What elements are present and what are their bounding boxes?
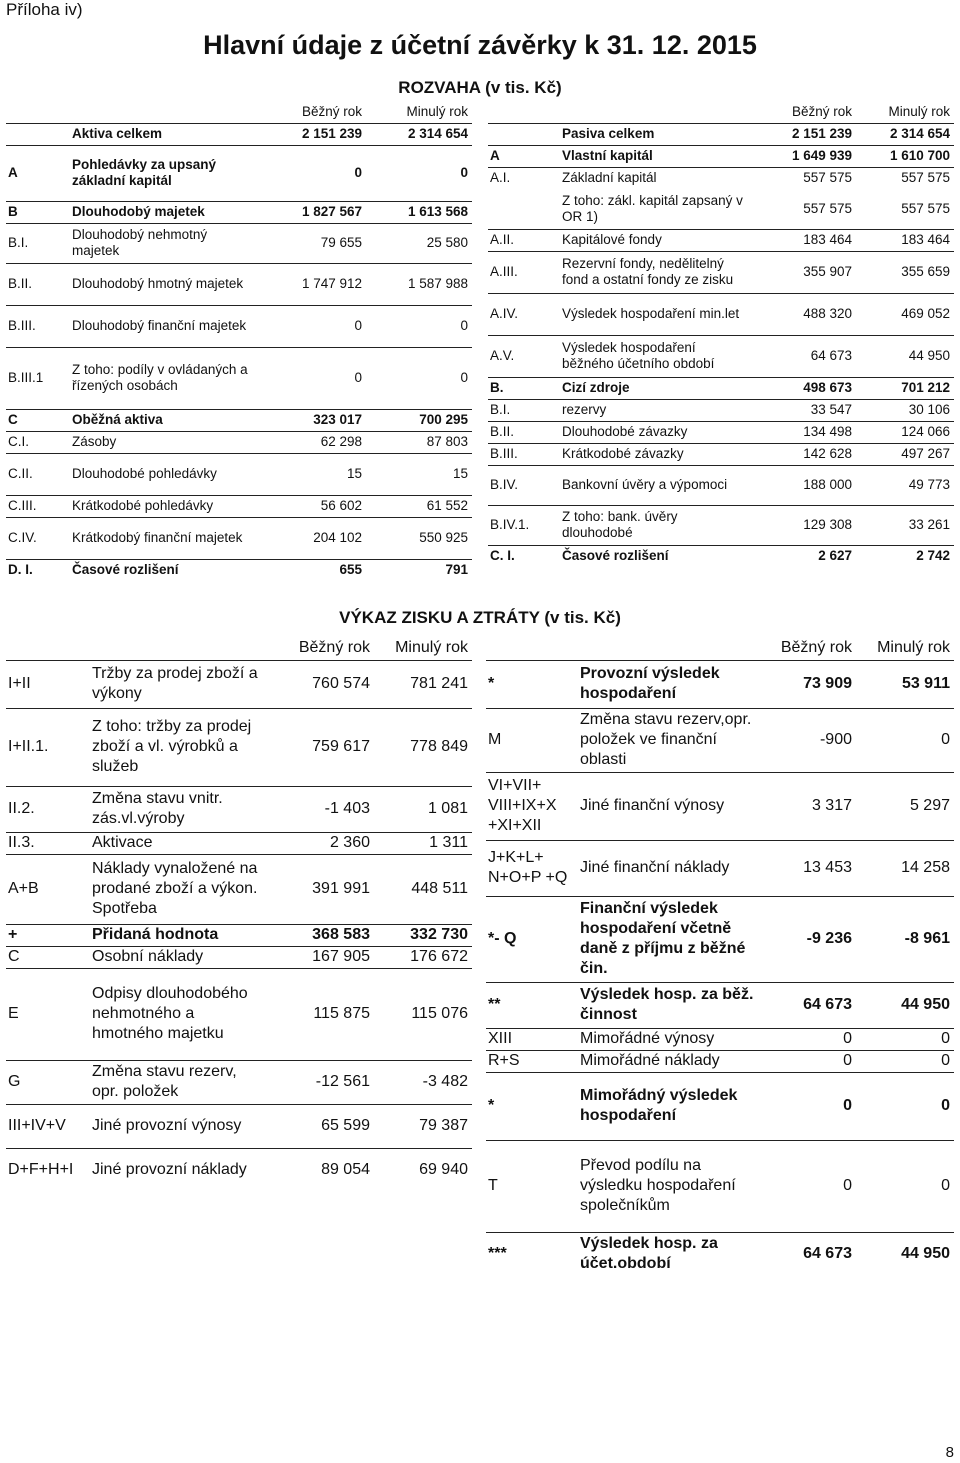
asset-previous: 1 613 568 <box>366 201 472 223</box>
liability-row <box>488 123 954 145</box>
income-left-row <box>6 1060 472 1104</box>
liability-code: B.II. <box>488 421 560 443</box>
balance-sheet-title: ROZVAHA (v tis. Kč) <box>398 78 562 97</box>
income-right-code: XIII <box>486 1028 578 1050</box>
liability-label: Pasiva celkem <box>560 123 752 145</box>
income-left-current: 167 905 <box>262 946 374 968</box>
income-right-previous: 0 <box>856 1028 954 1050</box>
appendix-label: Příloha iv) <box>6 0 83 19</box>
assets-header-current: Běžný rok <box>301 103 362 119</box>
liability-current: 1 649 939 <box>752 145 856 167</box>
income-right-row <box>486 1050 954 1072</box>
liability-current: 183 464 <box>752 229 856 251</box>
liability-code: A.II. <box>488 229 560 251</box>
asset-label: Zásoby <box>70 431 256 453</box>
income-left-code: II.3. <box>6 832 90 854</box>
asset-current: 204 102 <box>256 517 366 559</box>
liability-row <box>488 189 954 229</box>
asset-row <box>6 305 472 347</box>
asset-row <box>6 347 472 409</box>
liability-current: 188 000 <box>752 465 856 505</box>
income-left-current: 391 991 <box>262 854 374 924</box>
liability-row <box>488 505 954 545</box>
income-right-row <box>486 1140 954 1232</box>
asset-code: B.II. <box>6 263 70 305</box>
asset-previous: 87 803 <box>366 431 472 453</box>
income-left-row <box>6 832 472 854</box>
income-left-current: 368 583 <box>262 924 374 946</box>
income-left-previous: -3 482 <box>374 1060 472 1104</box>
income-left-previous: 1 311 <box>374 832 472 854</box>
income-left-body <box>6 636 472 1192</box>
assets-header-row <box>6 101 472 123</box>
liability-row <box>488 251 954 293</box>
liability-row <box>488 421 954 443</box>
income-left-row <box>6 968 472 1060</box>
liability-code <box>488 189 560 229</box>
asset-code: B.I. <box>6 223 70 263</box>
income-right-label: Jiné finanční výnosy <box>578 772 756 840</box>
asset-label: Aktiva celkem <box>70 123 256 145</box>
income-right-previous: 5 297 <box>856 772 954 840</box>
asset-row <box>6 453 472 495</box>
income-right-label: Mimořádný výsledek hospodaření <box>578 1072 756 1140</box>
income-right-header-current: Běžný rok <box>780 638 852 656</box>
income-left-row <box>6 946 472 968</box>
income-left-code: I+II <box>6 660 90 708</box>
income-left-code: C <box>6 946 90 968</box>
liability-current: 33 547 <box>752 399 856 421</box>
asset-row <box>6 123 472 145</box>
income-right-row <box>486 1232 954 1276</box>
liability-code: A.I. <box>488 167 560 189</box>
asset-code: A <box>6 145 70 201</box>
asset-current: 1 827 567 <box>256 201 366 223</box>
liability-label: Časové rozlišení <box>560 545 752 567</box>
asset-label: Pohledávky za upsaný základní kapitál <box>70 145 256 201</box>
assets-body <box>6 101 472 581</box>
asset-current: 1 747 912 <box>256 263 366 305</box>
liability-row <box>488 335 954 377</box>
liability-current: 134 498 <box>752 421 856 443</box>
page-title-text: Hlavní údaje z účetní závěrky k 31. 12. 2015 <box>203 30 757 60</box>
income-right-current: 0 <box>756 1050 856 1072</box>
asset-row <box>6 201 472 223</box>
income-left-row <box>6 708 472 786</box>
income-left-previous: 69 940 <box>374 1148 472 1192</box>
income-left-label: Odpisy dlouhodobého nehmotného a hmotného majetku <box>90 968 262 1060</box>
liabilities-header-previous: Minulý rok <box>888 103 950 119</box>
income-right-label: Převod podílu na výsledku hospodaření společníkům <box>578 1140 756 1232</box>
liability-current: 488 320 <box>752 293 856 335</box>
asset-code: D. I. <box>6 559 70 581</box>
income-right-previous: 0 <box>856 1072 954 1140</box>
page-title <box>0 30 960 61</box>
liability-label: Kapitálové fondy <box>560 229 752 251</box>
asset-label: Dlouhodobý nehmotný majetek <box>70 223 256 263</box>
income-left-current: 65 599 <box>262 1104 374 1148</box>
liability-current: 64 673 <box>752 335 856 377</box>
liability-current: 2 627 <box>752 545 856 567</box>
income-left-code: + <box>6 924 90 946</box>
liability-row <box>488 465 954 505</box>
asset-label: Dlouhodobý finanční majetek <box>70 305 256 347</box>
asset-code: C.I. <box>6 431 70 453</box>
asset-row <box>6 517 472 559</box>
income-right-code: *** <box>486 1232 578 1276</box>
income-right-previous: 0 <box>856 708 954 772</box>
income-left-current: -12 561 <box>262 1060 374 1104</box>
income-right-previous: 44 950 <box>856 1232 954 1276</box>
asset-row <box>6 559 472 581</box>
income-left-header-label <box>90 636 262 660</box>
liability-previous: 557 575 <box>856 167 954 189</box>
liability-current: 142 628 <box>752 443 856 465</box>
income-left-label: Jiné provozní náklady <box>90 1148 262 1192</box>
income-left-label: Z toho: tržby za prodej zboží a vl. výrobků a služeb <box>90 708 262 786</box>
asset-label: Dlouhodobý hmotný majetek <box>70 263 256 305</box>
liability-code <box>488 123 560 145</box>
income-left-previous: 115 076 <box>374 968 472 1060</box>
income-right-row <box>486 982 954 1028</box>
liability-label: rezervy <box>560 399 752 421</box>
liabilities-header-current: Běžný rok <box>791 103 852 119</box>
asset-label: Dlouhodobý majetek <box>70 201 256 223</box>
liability-row <box>488 229 954 251</box>
income-right-label: Výsledek hosp. za účet.období <box>578 1232 756 1276</box>
income-left-current: -1 403 <box>262 786 374 832</box>
asset-current: 2 151 239 <box>256 123 366 145</box>
income-right-body <box>486 636 954 1276</box>
liability-previous: 2 742 <box>856 545 954 567</box>
asset-code: B.III.1 <box>6 347 70 409</box>
liability-previous: 355 659 <box>856 251 954 293</box>
income-right-code: ** <box>486 982 578 1028</box>
asset-current: 0 <box>256 145 366 201</box>
income-left-previous: 781 241 <box>374 660 472 708</box>
income-right-current: 0 <box>756 1028 856 1050</box>
income-left-current: 759 617 <box>262 708 374 786</box>
asset-previous: 0 <box>366 305 472 347</box>
asset-label: Oběžná aktiva <box>70 409 256 431</box>
income-left-label: Aktivace <box>90 832 262 854</box>
liability-code: A <box>488 145 560 167</box>
income-right-row <box>486 896 954 982</box>
asset-current: 0 <box>256 347 366 409</box>
asset-previous: 61 552 <box>366 495 472 517</box>
income-left-current: 2 360 <box>262 832 374 854</box>
income-left-code: I+II.1. <box>6 708 90 786</box>
asset-label: Dlouhodobé pohledávky <box>70 453 256 495</box>
income-right-previous: -8 961 <box>856 896 954 982</box>
liability-code: C. I. <box>488 545 560 567</box>
income-right-current: 0 <box>756 1072 856 1140</box>
income-left-code: E <box>6 968 90 1060</box>
asset-current: 56 602 <box>256 495 366 517</box>
liability-previous: 497 267 <box>856 443 954 465</box>
liabilities-table <box>488 101 954 567</box>
income-left-label: Jiné provozní výnosy <box>90 1104 262 1148</box>
liability-previous: 469 052 <box>856 293 954 335</box>
assets-header-label <box>70 101 256 123</box>
liability-code: A.V. <box>488 335 560 377</box>
asset-current: 323 017 <box>256 409 366 431</box>
income-right-header-label <box>578 636 756 660</box>
liability-code: B.I. <box>488 399 560 421</box>
income-right-label: Mimořádné náklady <box>578 1050 756 1072</box>
assets-header-code <box>6 101 70 123</box>
income-left-current: 89 054 <box>262 1148 374 1192</box>
liability-current: 498 673 <box>752 377 856 399</box>
liabilities-header-code <box>488 101 560 123</box>
liability-label: Krátkodobé závazky <box>560 443 752 465</box>
liability-row <box>488 545 954 567</box>
income-left-label: Změna stavu vnitr. zás.vl.výroby <box>90 786 262 832</box>
income-left-label: Náklady vynaložené na prodané zboží a výkon. Spotřeba <box>90 854 262 924</box>
asset-label: Časové rozlišení <box>70 559 256 581</box>
income-right-label: Změna stavu rezerv,opr. položek ve finanční oblasti <box>578 708 756 772</box>
income-right-previous: 44 950 <box>856 982 954 1028</box>
income-left-label: Přidaná hodnota <box>90 924 262 946</box>
income-right-code: *- Q <box>486 896 578 982</box>
asset-label: Krátkodobé pohledávky <box>70 495 256 517</box>
asset-row <box>6 145 472 201</box>
income-left-code: A+B <box>6 854 90 924</box>
page-number: 8 <box>945 1444 954 1461</box>
liability-row <box>488 167 954 189</box>
income-left-header-current: Běžný rok <box>298 638 370 656</box>
income-right-code: R+S <box>486 1050 578 1072</box>
income-right-code: T <box>486 1140 578 1232</box>
asset-row <box>6 223 472 263</box>
income-right-current: 13 453 <box>756 840 856 896</box>
income-right-code: VI+VII+ VIII+IX+X +XI+XII <box>486 772 578 840</box>
income-right-label: Provozní výsledek hospodaření <box>578 660 756 708</box>
income-left-row <box>6 786 472 832</box>
liability-previous: 183 464 <box>856 229 954 251</box>
income-left-code: III+IV+V <box>6 1104 90 1148</box>
income-right-current: -9 236 <box>756 896 856 982</box>
income-left-current: 760 574 <box>262 660 374 708</box>
asset-row <box>6 409 472 431</box>
income-left-label: Osobní náklady <box>90 946 262 968</box>
asset-current: 15 <box>256 453 366 495</box>
liability-label: Základní kapitál <box>560 167 752 189</box>
asset-row <box>6 431 472 453</box>
liability-label: Z toho: bank. úvěry dlouhodobé <box>560 505 752 545</box>
asset-current: 655 <box>256 559 366 581</box>
liability-previous: 33 261 <box>856 505 954 545</box>
asset-previous: 15 <box>366 453 472 495</box>
liability-row <box>488 145 954 167</box>
asset-previous: 550 925 <box>366 517 472 559</box>
liability-label: Z toho: zákl. kapitál zapsaný v OR 1) <box>562 192 743 224</box>
liability-code: B.IV. <box>488 465 560 505</box>
liability-code: B.III. <box>488 443 560 465</box>
income-left-row <box>6 924 472 946</box>
liability-code: A.III. <box>488 251 560 293</box>
income-right-code: * <box>486 1072 578 1140</box>
liability-label: Dlouhodobé závazky <box>560 421 752 443</box>
assets-header-previous: Minulý rok <box>406 103 468 119</box>
income-right-current: 64 673 <box>756 1232 856 1276</box>
asset-code: C.III. <box>6 495 70 517</box>
asset-previous: 700 295 <box>366 409 472 431</box>
liability-row <box>488 443 954 465</box>
asset-current: 79 655 <box>256 223 366 263</box>
income-left-label: Tržby za prodej zboží a výkony <box>90 660 262 708</box>
liabilities-header-label <box>560 101 752 123</box>
income-right-label: Jiné finanční náklady <box>578 840 756 896</box>
asset-previous: 1 587 988 <box>366 263 472 305</box>
income-left-previous: 778 849 <box>374 708 472 786</box>
asset-code <box>6 123 70 145</box>
liability-label: Vlastní kapitál <box>560 145 752 167</box>
asset-code: B.III. <box>6 305 70 347</box>
income-right-code: * <box>486 660 578 708</box>
income-left-code: D+F+H+I <box>6 1148 90 1192</box>
income-right-row <box>486 660 954 708</box>
asset-previous: 2 314 654 <box>366 123 472 145</box>
income-right-current: 0 <box>756 1140 856 1232</box>
income-right-table <box>486 636 954 1276</box>
asset-current: 62 298 <box>256 431 366 453</box>
income-left-table <box>6 636 472 1192</box>
liability-label: Bankovní úvěry a výpomoci <box>560 465 752 505</box>
liability-label: Rezervní fondy, nedělitelný fond a ostatní fondy ze zisku <box>560 251 752 293</box>
income-left-previous: 79 387 <box>374 1104 472 1148</box>
income-left-row <box>6 660 472 708</box>
liability-previous: 557 575 <box>901 200 950 216</box>
liability-row <box>488 399 954 421</box>
liabilities-header-row <box>488 101 954 123</box>
asset-code: C.II. <box>6 453 70 495</box>
income-left-header-code <box>6 636 90 660</box>
asset-label: Krátkodobý finanční majetek <box>70 517 256 559</box>
liability-previous: 124 066 <box>856 421 954 443</box>
income-right-label: Výsledek hosp. za běž. činnost <box>578 982 756 1028</box>
income-right-previous: 0 <box>856 1050 954 1072</box>
income-right-current: 64 673 <box>756 982 856 1028</box>
income-left-previous: 332 730 <box>374 924 472 946</box>
income-left-header-previous: Minulý rok <box>395 638 468 656</box>
income-right-code: J+K+L+ N+O+P +Q <box>486 840 578 896</box>
asset-row <box>6 495 472 517</box>
income-left-previous: 176 672 <box>374 946 472 968</box>
liability-current: 2 151 239 <box>752 123 856 145</box>
income-left-previous: 1 081 <box>374 786 472 832</box>
liability-current: 557 575 <box>752 167 856 189</box>
liability-label: Výsledek hospodaření běžného účetního období <box>560 335 752 377</box>
asset-previous: 0 <box>366 347 472 409</box>
income-right-current: -900 <box>756 708 856 772</box>
income-left-row <box>6 1148 472 1192</box>
liability-row <box>488 377 954 399</box>
income-right-row <box>486 708 954 772</box>
income-right-current: 3 317 <box>756 772 856 840</box>
income-right-previous: 0 <box>856 1140 954 1232</box>
asset-row <box>6 263 472 305</box>
income-left-header-row <box>6 636 472 660</box>
asset-previous: 25 580 <box>366 223 472 263</box>
income-right-previous: 53 911 <box>856 660 954 708</box>
income-left-label: Změna stavu rezerv, opr. položek <box>90 1060 262 1104</box>
income-left-code: G <box>6 1060 90 1104</box>
income-statement-title: VÝKAZ ZISKU A ZTRÁTY (v tis. Kč) <box>339 608 621 627</box>
income-right-previous: 14 258 <box>856 840 954 896</box>
liability-current: 355 907 <box>752 251 856 293</box>
income-left-row <box>6 1104 472 1148</box>
liability-previous: 49 773 <box>856 465 954 505</box>
income-right-label: Finanční výsledek hospodaření včetně daně z příjmu z běžné čin. <box>578 896 756 982</box>
liability-previous: 701 212 <box>856 377 954 399</box>
liability-previous: 1 610 700 <box>856 145 954 167</box>
income-right-code: M <box>486 708 578 772</box>
income-left-row <box>6 854 472 924</box>
asset-current: 0 <box>256 305 366 347</box>
asset-previous: 791 <box>366 559 472 581</box>
asset-previous: 0 <box>366 145 472 201</box>
income-right-header-code <box>486 636 578 660</box>
asset-code: C.IV. <box>6 517 70 559</box>
income-right-label: Mimořádné výnosy <box>578 1028 756 1050</box>
income-right-row <box>486 1072 954 1140</box>
liabilities-body <box>488 101 954 567</box>
liability-previous: 30 106 <box>856 399 954 421</box>
assets-table <box>6 101 472 581</box>
liability-label: Cizí zdroje <box>560 377 752 399</box>
income-left-code: II.2. <box>6 786 90 832</box>
income-left-previous: 448 511 <box>374 854 472 924</box>
asset-label: Z toho: podíly v ovládaných a řízených osobách <box>70 347 256 409</box>
liability-code: A.IV. <box>488 293 560 335</box>
liability-previous: 44 950 <box>856 335 954 377</box>
income-right-header-row <box>486 636 954 660</box>
income-right-row <box>486 772 954 840</box>
liability-code: B.IV.1. <box>488 505 560 545</box>
asset-code: C <box>6 409 70 431</box>
income-right-row <box>486 840 954 896</box>
liability-previous: 2 314 654 <box>856 123 954 145</box>
income-right-header-previous: Minulý rok <box>877 638 950 656</box>
liability-label: Výsledek hospodaření min.let <box>560 293 752 335</box>
income-right-current: 73 909 <box>756 660 856 708</box>
asset-code: B <box>6 201 70 223</box>
income-left-current: 115 875 <box>262 968 374 1060</box>
liability-current: 557 575 <box>803 200 852 216</box>
liability-code: B. <box>488 377 560 399</box>
liability-row <box>488 293 954 335</box>
liability-current: 129 308 <box>752 505 856 545</box>
income-right-row <box>486 1028 954 1050</box>
